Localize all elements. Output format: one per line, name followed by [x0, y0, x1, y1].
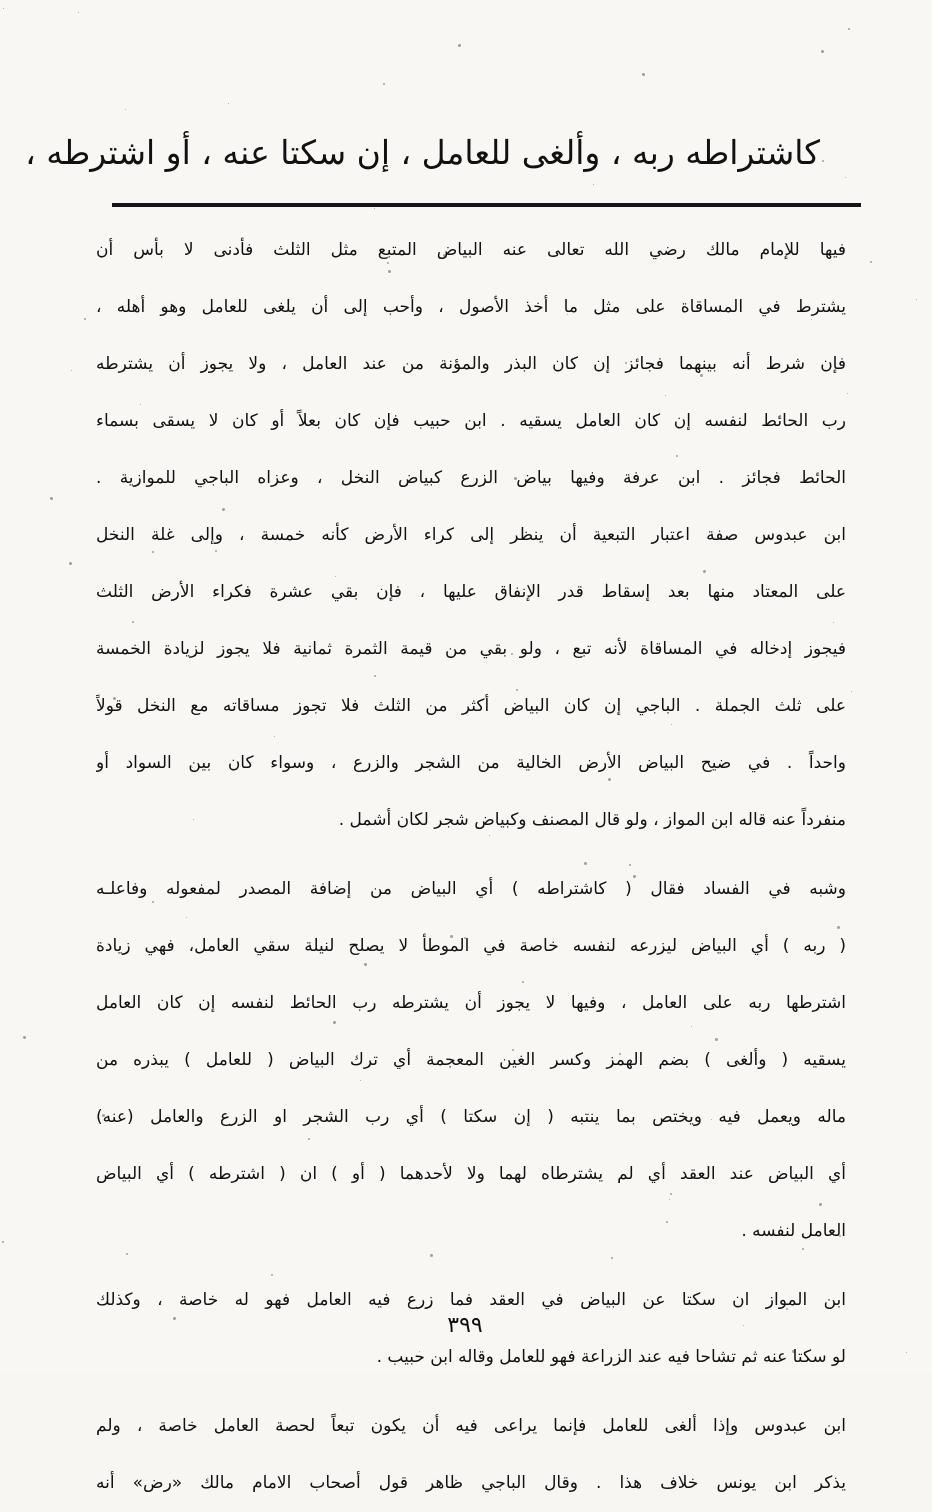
- scan-speck: [50, 497, 53, 500]
- text-line: واحداً . في ضيح البياض الأرض الخالية من الشجر والزرع ، وسواء كان بين السواد أو: [96, 753, 846, 773]
- text-line: فيجوز إدخاله في المساقاة لأنه تبع ، ولو بقي من قيمة الثمرة ثمانية فلا يجوز لزيادة الخمسة: [96, 639, 846, 659]
- scan-speck: [69, 562, 72, 565]
- text-line: ابن عبدوس صفة اعتبار التبعية أن ينظر إلى كراء الأرض كأنه خمسة ، وإلى غلة النخل: [96, 525, 846, 545]
- scan-speck: [71, 370, 72, 371]
- scan-speck: [458, 44, 461, 47]
- paragraph: [96, 222, 846, 849]
- scan-speck: [822, 160, 824, 162]
- text-line: فيها للإمام مالك رضي الله تعالى عنه البياض المتبع مثل الثلث فأدنى لا بأس أن: [96, 240, 846, 260]
- scan-speck: [228, 103, 229, 104]
- text-line: يشترط في المساقاة على مثل ما أخذ الأصول ، وأحب إلى أن يلغى للعامل وهو أهله ،: [96, 297, 846, 317]
- text-line: منفرداً عنه قاله ابن المواز ، ولو قال المصنف وكبياض شجر لكان أشمل .: [338, 810, 846, 830]
- text-line: ( ربه ) أي البياض ليزرعه لنفسه خاصة في الموطأ لا يصلح لنيلة سقي العامل، فهي زيادة: [96, 936, 846, 956]
- text-line: لو سكتا عنه ثم تشاحا فيه عند الزراعة فهو للعامل وقاله ابن حبيب .: [376, 1347, 846, 1367]
- text-line: رب الحائط لنفسه إن كان العامل يسقيه . ابن حبيب فإن كان بعلاً أو كان لا يسقى بسماء: [96, 411, 846, 431]
- text-line: اشترطها ربه على العامل ، وفيها لا يجوز أن يشترطه رب الحائط لنفسه إن كان العامل: [96, 993, 846, 1013]
- scan-speck: [383, 83, 385, 85]
- text-line: وشبه في الفساد فقال ( كاشتراطه ) أي البياض من إضافة المصدر لمفعوله وفاعلـه: [96, 879, 846, 899]
- text-line: يذكر ابن يونس خلاف هذا . وقال الباجي ظاهر قول أصحاب الامام مالك «رض» أنه: [96, 1473, 846, 1493]
- page-number: ٣٩٩: [447, 1313, 483, 1338]
- text-line: العامل لنفسه .: [741, 1221, 846, 1241]
- paragraph: [96, 861, 846, 1260]
- scan-speck: [23, 1036, 26, 1039]
- scan-speck: [2, 1241, 4, 1243]
- scan-speck: [78, 12, 79, 13]
- text-line: أي البياض عند العقد أي لم يشترطاه لهما ولا لأحدهما ( أو ) ان ( اشترطه ) أي البياض: [96, 1164, 846, 1184]
- scan-speck: [125, 109, 126, 110]
- scan-speck: [870, 261, 872, 263]
- scan-speck: [84, 318, 86, 320]
- scan-speck: [642, 73, 645, 76]
- text-line: يسقيه ( وألغى ) بضم الهمز وكسر الغين المعجمة أي ترك البياض ( للعامل ) يبذره من: [96, 1050, 846, 1070]
- scan-speck: [906, 1352, 907, 1353]
- paragraph: [96, 1398, 846, 1512]
- scan-speck: [374, 208, 375, 209]
- scan-speck: [916, 299, 917, 300]
- text-line: ماله ويعمل فيه ويختص بما ينتبه ( إن سكتا ) أي رب الشجر او الزرع والعامل (عنه): [96, 1107, 846, 1127]
- text-line: على المعتاد منها بعد إسقاط قدر الإنفاق عليها ، فإن بقي عشرة فكراء الأرض الثلث: [96, 582, 846, 602]
- scan-speck: [851, 691, 852, 692]
- scan-speck: [3, 8, 4, 9]
- scan-speck: [821, 50, 824, 53]
- scan-speck: [845, 177, 846, 178]
- text-line: ابن المواز ان سكتا عن البياض في العقد فما زرع فيه العامل فهو له خاصة ، وكذلك: [96, 1290, 846, 1310]
- text-line: على ثلث الجملة . الباجي إن كان البياض أكثر من الثلث فلا تجوز مساقاته مع النخل قولاً: [96, 696, 846, 716]
- scan-speck: [847, 393, 848, 394]
- heading-rule: [112, 203, 861, 207]
- text-line: ابن عبدوس وإذا ألغى للعامل فإنما يراعى فيه أن يكون تبعاً لحصة العامل خاصة ، ولم: [96, 1416, 846, 1436]
- scan-speck: [848, 28, 850, 30]
- text-line: الحائط فجائز . ابن عرفة وفيها بياض الزرع كبياض النخل ، وعزاه الباجي للموازية .: [96, 468, 846, 488]
- page-heading: كاشتراطه ربه ، وألغى للعامل ، إن سكتا عنه ، أو اشترطه ،: [25, 133, 820, 172]
- text-line: فإن شرط أنه بينهما فجائز إن كان البذر والمؤنة من عند العامل ، ولا يجوز أن يشترطه: [96, 354, 846, 374]
